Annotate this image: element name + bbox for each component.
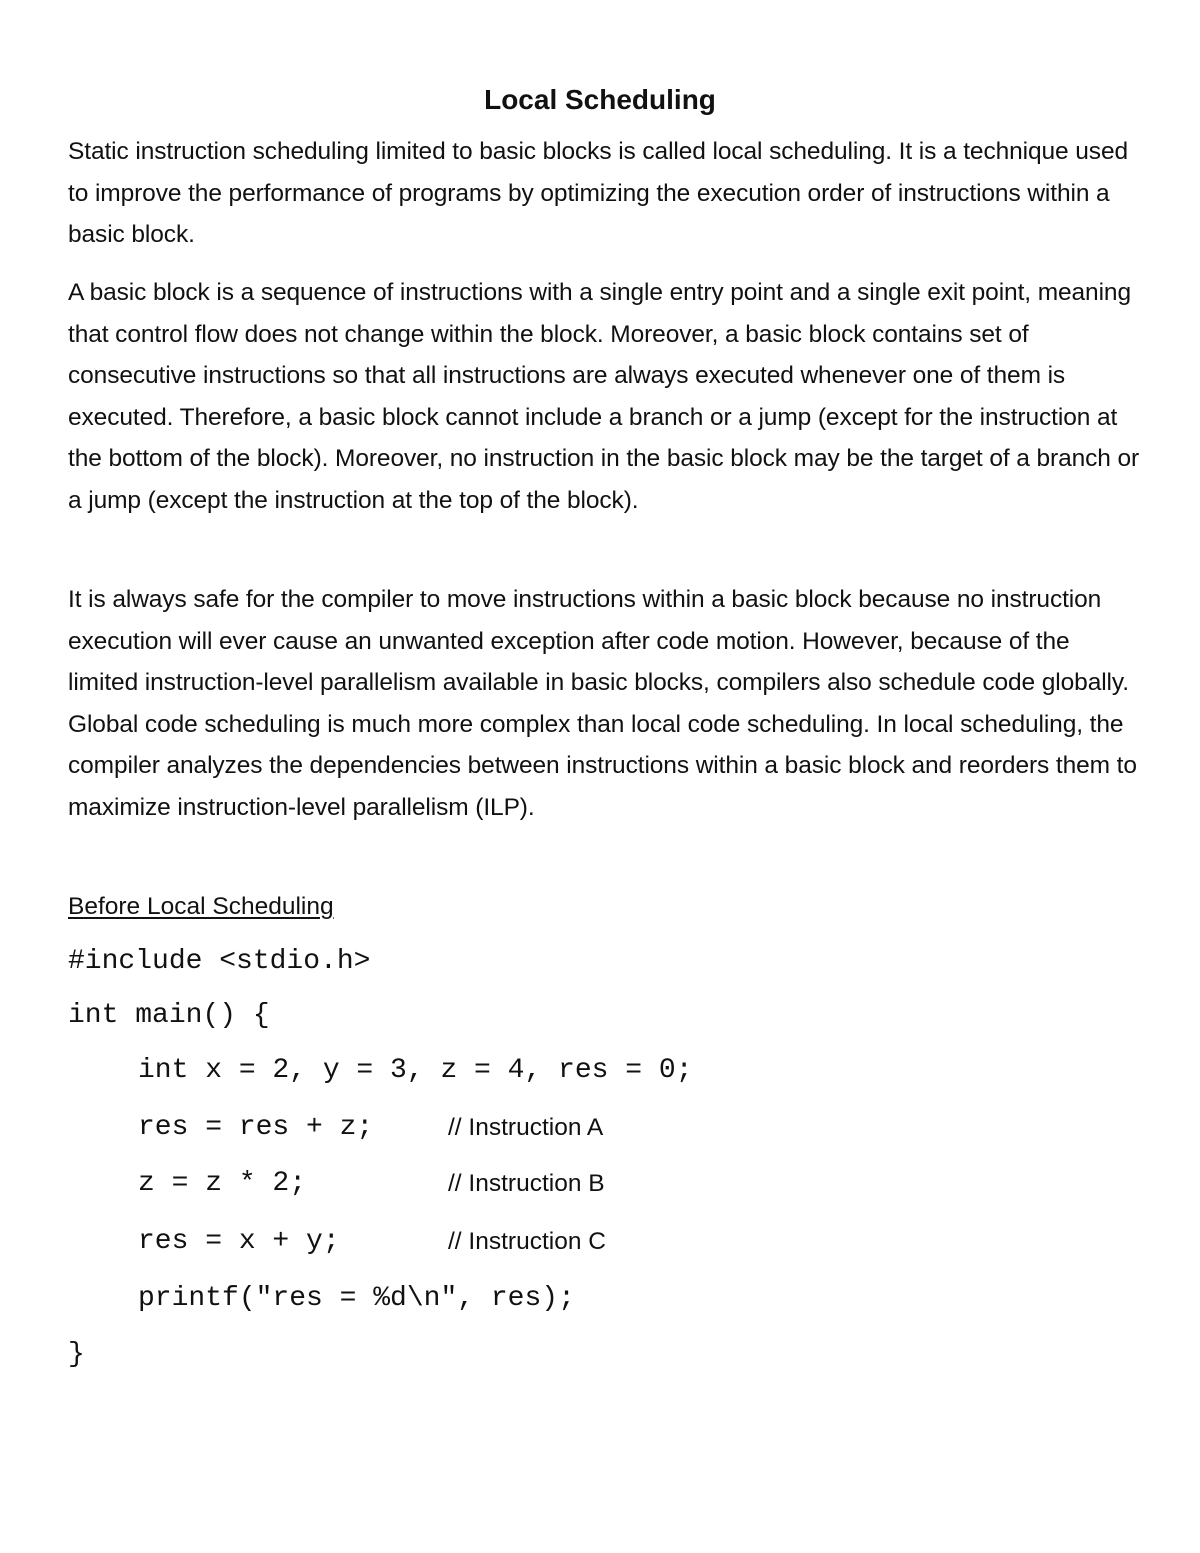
page-title: Local Scheduling xyxy=(484,84,716,115)
code-line-main-open: int main() { xyxy=(68,1000,270,1031)
code-comment-instruction-c: // Instruction C xyxy=(448,1228,606,1255)
section-heading-before: Before Local Scheduling xyxy=(68,893,334,920)
paragraph-intro: Static instruction scheduling limited to basic blocks is called local scheduling. It is a technique used to improve the performance of programs by optimizing the execution order of instructions within a basic block. xyxy=(68,138,1129,249)
code-line-instruction-b: z = z * 2; xyxy=(138,1168,307,1199)
paragraph-basic-block: A basic block is a sequence of instructions with a single entry point and a single exit point, meaning that control flow does not change within the block. Moreover, a basic block contains set of consecutive instructions so that all instructions are always executed whenever one of them is executed. Therefore, a basic block cannot include a branch or a jump (except for the instruction at the bottom of the block). Moreover, no instruction in the basic block may be the target of a branch or a jump (except the instruction at the top of the block). xyxy=(68,279,1140,514)
paragraph-safety: It is always safe for the compiler to move instructions within a basic block because no instruction execution will ever cause an unwanted exception after code motion. However, because of the limited instruction-level parallelism available in basic blocks, compilers also schedule code globally. Global code scheduling is much more complex than local code scheduling. In local scheduling, the compiler analyzes the dependencies between instructions within a basic block and reorders them to maximize instruction-level parallelism (ILP). xyxy=(68,586,1137,821)
code-line-instruction-c: res = x + y; xyxy=(138,1226,340,1257)
code-line-close: } xyxy=(68,1339,85,1370)
code-comment-instruction-b: // Instruction B xyxy=(448,1170,605,1197)
code-line-include: #include <stdio.h> xyxy=(68,946,371,977)
code-line-printf: printf("res = %d\n", res); xyxy=(138,1283,575,1314)
code-line-instruction-a: res = res + z; xyxy=(138,1112,374,1143)
code-comment-instruction-a: // Instruction A xyxy=(448,1114,604,1141)
code-line-declaration: int x = 2, y = 3, z = 4, res = 0; xyxy=(138,1055,693,1086)
